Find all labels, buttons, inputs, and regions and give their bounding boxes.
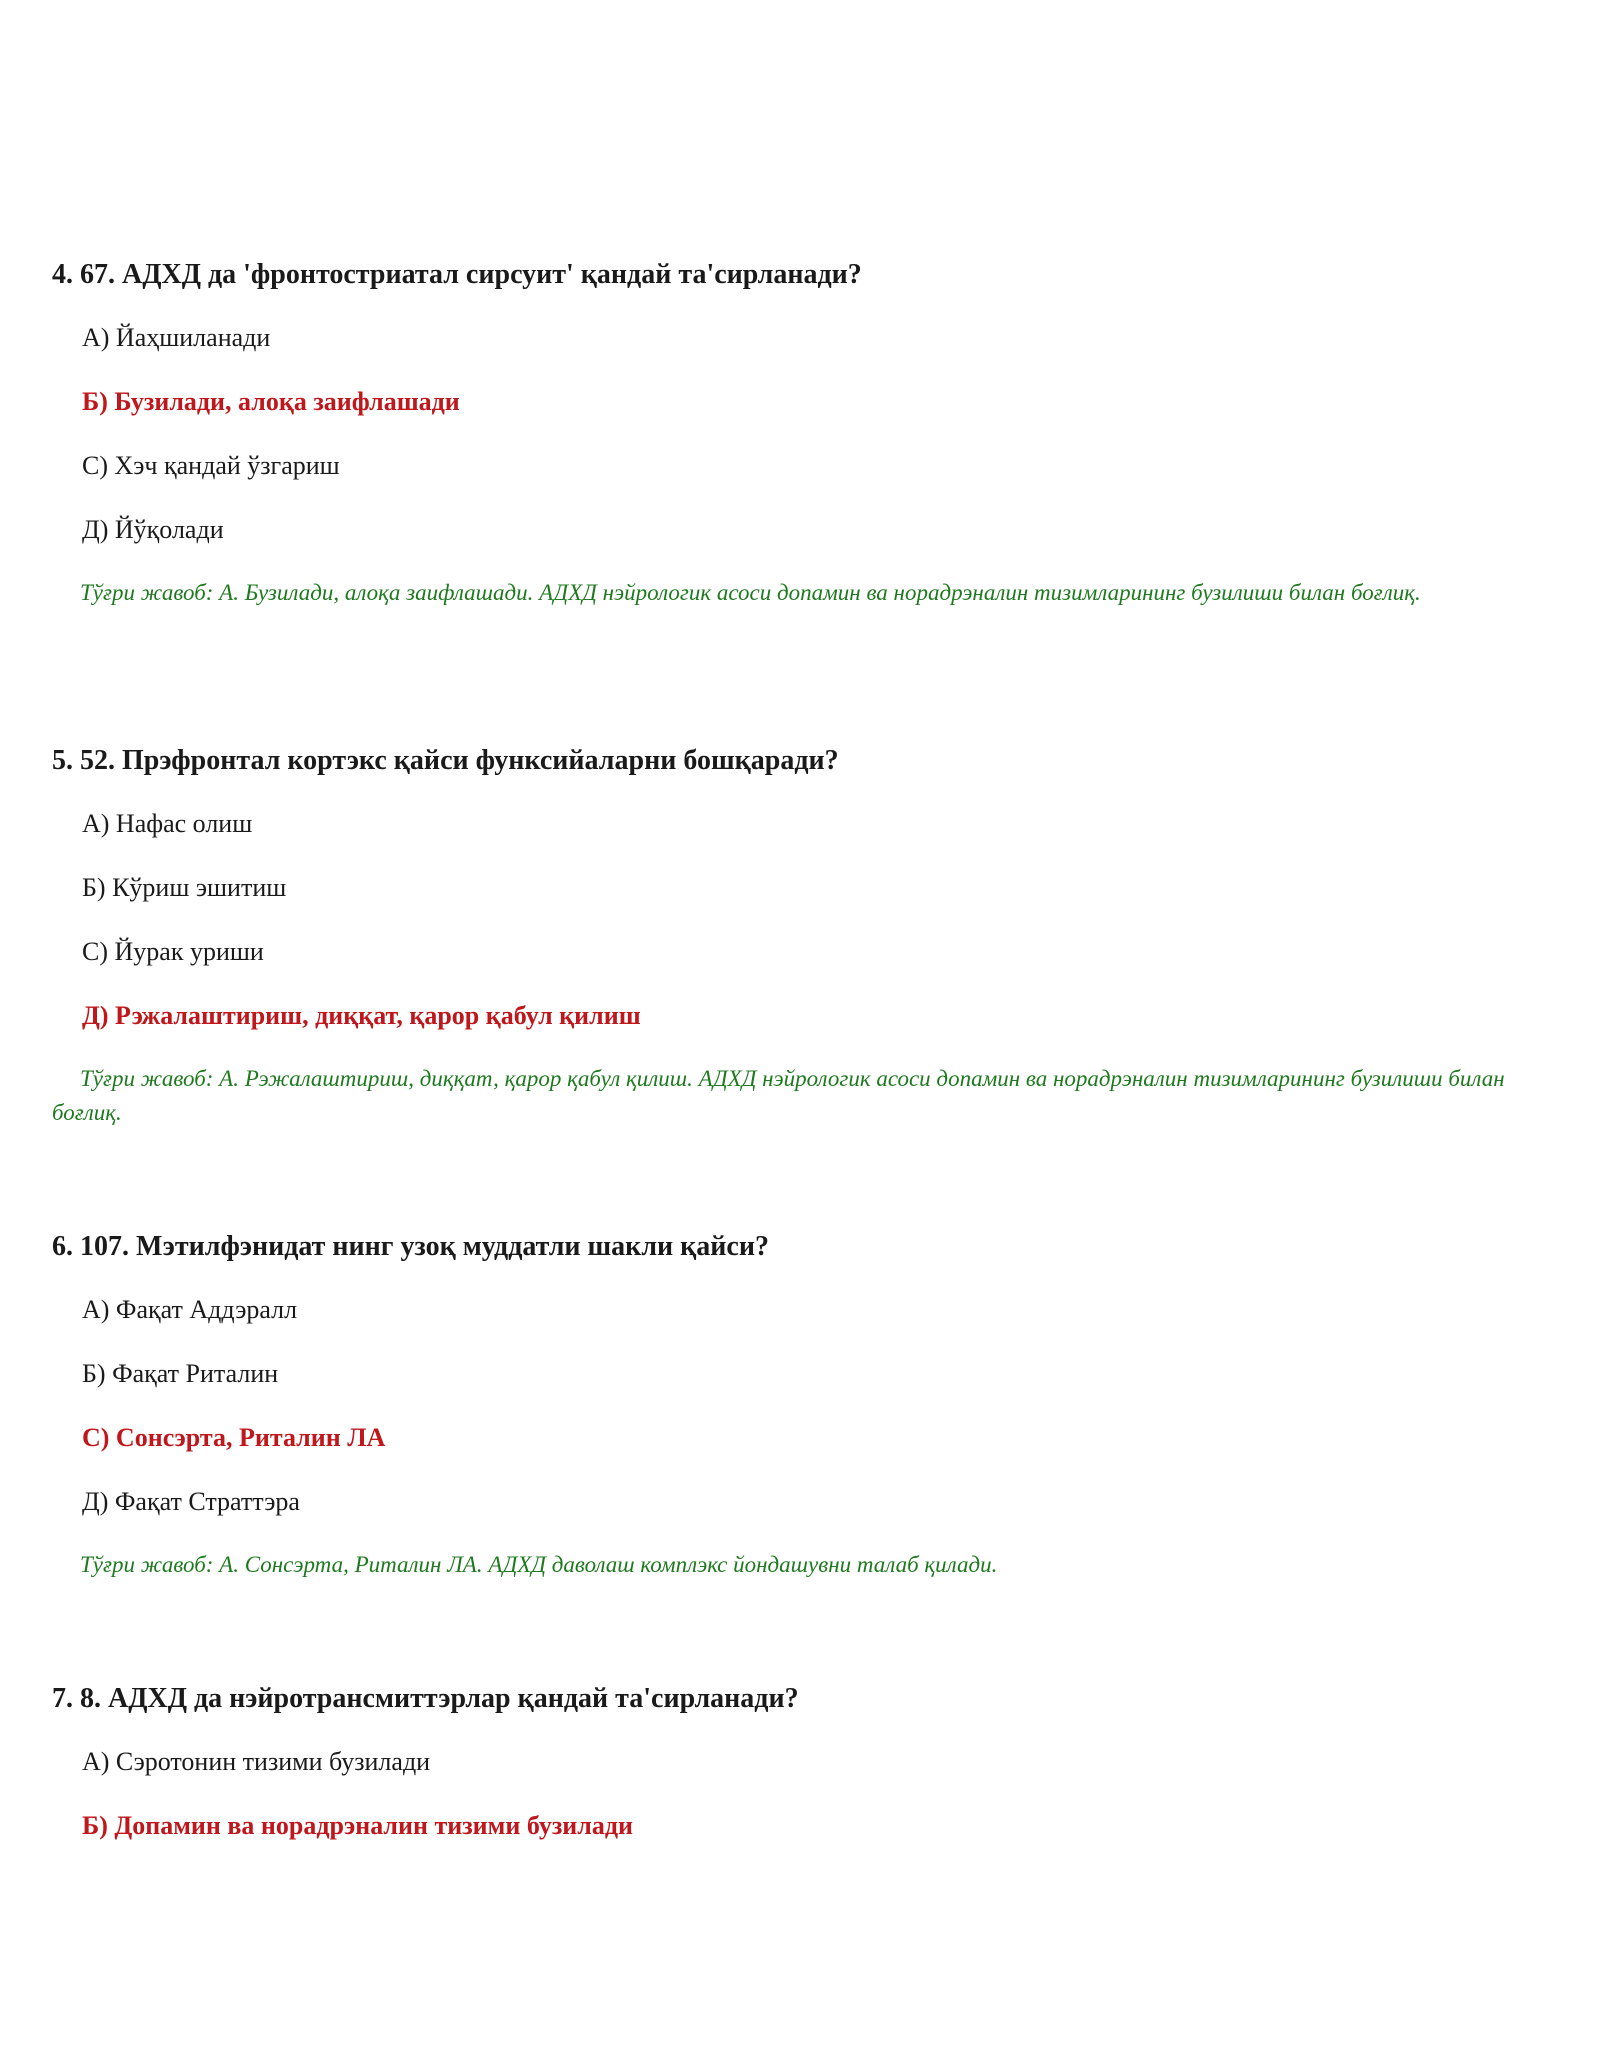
question-title: 7. 8. АДХД да нэйротрансмиттэрлар қандай та'сирланади? xyxy=(52,1683,799,1714)
question-title: 4. 67. АДХД да 'фронтостриатал сирсуит' қандай та'сирланади? xyxy=(52,259,862,290)
answer-option: С) Йурак уриши xyxy=(82,937,264,966)
answer-option: Б) Кўриш эшитиш xyxy=(82,873,287,902)
question-block xyxy=(52,744,1532,1125)
correct-answer-option: Б) Допамин ва норадрэналин тизими бузилади xyxy=(82,1811,634,1840)
question-block xyxy=(52,1230,1532,1577)
question-title: 5. 52. Прэфронтал кортэкс қайси функсийаларни бошқаради? xyxy=(52,745,839,776)
correct-answer-option: Б) Бузилади, алоқа заифлашади xyxy=(82,387,460,416)
question-title: 6. 107. Мэтилфэнидат нинг узоқ муддатли шакли қайси? xyxy=(52,1231,769,1262)
correct-answer-option: Д) Рэжалаштириш, диққат, қарор қабул қилиш xyxy=(82,1001,641,1030)
answer-option: Д) Йўқолади xyxy=(82,515,224,544)
answer-option: С) Хэч қандай ўзгариш xyxy=(82,451,340,480)
answer-option: А) Йаҳшиланади xyxy=(82,323,271,352)
answer-option: Д) Фақат Страттэра xyxy=(82,1487,300,1516)
question-block xyxy=(52,258,1532,605)
answer-option: А) Фақат Аддэралл xyxy=(82,1295,298,1324)
question-block xyxy=(52,1682,1532,1840)
answer-explanation: Тўғри жавоб: А. Рэжалаштириш, диққат, қарор қабул қилиш. АДХД нэйрологик асоси допамин ва норадрэналин тизимларининг бузилиши билан боғлиқ. xyxy=(52,1066,1505,1125)
answer-option: Б) Фақат Риталин xyxy=(82,1359,279,1388)
answer-explanation: Тўғри жавоб: А. Сонсэрта, Риталин ЛА. АДХД даволаш комплэкс йондашувни талаб қилади. xyxy=(80,1552,998,1577)
answer-option: А) Нафас олиш xyxy=(82,809,253,838)
correct-answer-option: С) Сонсэрта, Риталин ЛА xyxy=(82,1423,386,1452)
answer-option: А) Сэротонин тизими бузилади xyxy=(82,1747,431,1776)
answer-explanation: Тўғри жавоб: А. Бузилади, алоқа заифлашади. АДХД нэйрологик асоси допамин ва норадрэналин тизимларининг бузилиши билан боғлиқ. xyxy=(80,580,1421,605)
